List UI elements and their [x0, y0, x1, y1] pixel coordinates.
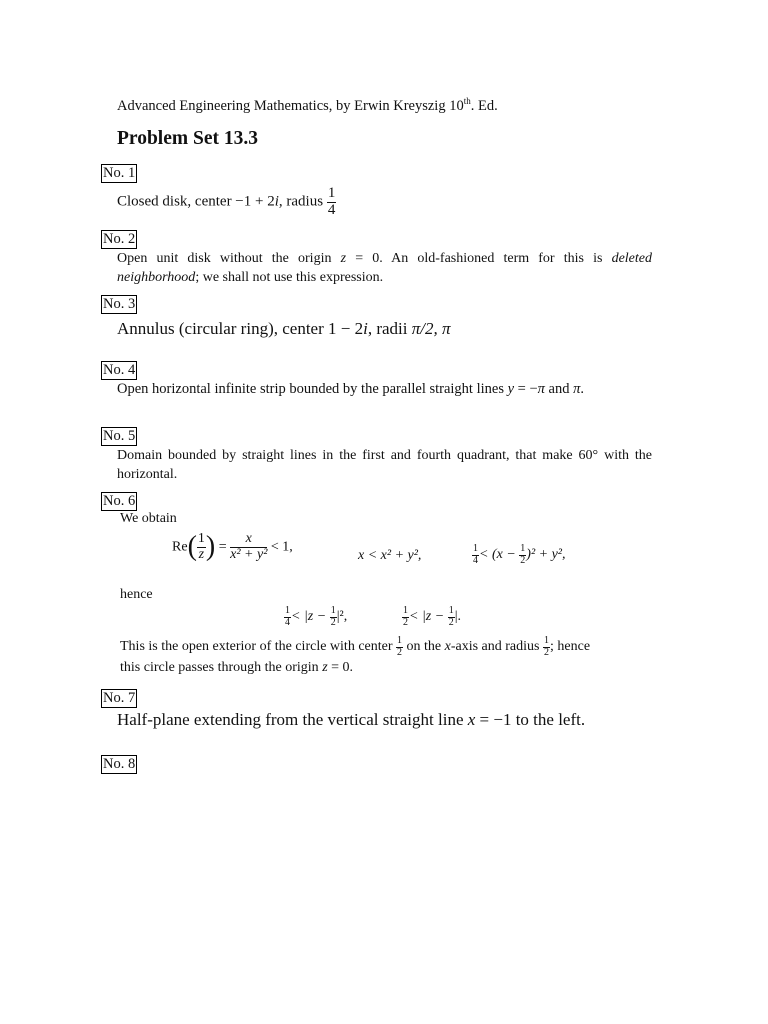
document-header [117, 98, 498, 115]
answer-6-conclusion: This is the open exterior of the circle with center $\frac{1}{2}$ on the x-axis and radius $\frac{1}{2}$ ; hence this circle passes through the origin z = 0. [120, 635, 591, 675]
answer-4: Open horizontal infinite strip bounded by the parallel straight lines y = −π and π. [117, 381, 584, 397]
answer-6-hence: hence [120, 587, 153, 602]
problem-label-2: No. 2 [103, 231, 136, 247]
problem-label-1: No. 1 [103, 165, 136, 181]
equation-result-1: $\frac{1}{4}$ < |z − $\frac{1}{2}$ |², [285, 605, 348, 628]
problem-label-6: No. 6 [103, 493, 136, 509]
equation-result-2: $\frac{1}{2}$ < |z − $\frac{1}{2}$ |. [403, 605, 462, 628]
problem-label-3: No. 3 [103, 296, 136, 312]
fraction-x-over-sum: $\frac{x}{\text{x² + y²}}$ [230, 531, 268, 562]
answer-3: Annulus (circular ring), center 1 − 2i, radii π/2, π [117, 319, 451, 338]
answer-5: Domain bounded by straight lines in the first and fourth quadrant, that make 60° with the horizontal. [117, 448, 652, 482]
answer-6-intro: We obtain [120, 511, 177, 526]
equation-inequality-2: x < x² + y², [358, 548, 422, 563]
equation-inequality-3: $\frac{1}{4}$ < (x − $\frac{1}{2}$ )² + y², [473, 543, 566, 566]
equation-real-part: Re( $\frac{1}{z}$ ) = $\frac{x}{\text{x² + y²}}$ < 1, [172, 531, 293, 563]
header-superscript: th [463, 96, 471, 107]
header-text: Advanced Engineering Mathematics, by Erwin Kreyszig 10 [117, 98, 464, 114]
fraction-one-quarter: $\frac{1}{4}$ [327, 185, 336, 218]
answer-7: Half-plane extending from the vertical straight line x = −1 to the left. [117, 710, 586, 729]
problem-label-5: No. 5 [103, 428, 136, 444]
problem-label-8: No. 8 [103, 756, 136, 772]
header-text-end: . Ed. [470, 98, 498, 114]
page-title: Problem Set 13.3 [117, 128, 258, 149]
answer-2: Open unit disk without the origin z = 0. An old-fashioned term for this is deleted neighborhood; we shall not use this expression. [117, 251, 652, 285]
answer-1: Closed disk, center −1 + 2i, radius $\frac{1}{4}$ [117, 185, 336, 218]
problem-label-4: No. 4 [103, 362, 136, 378]
problem-label-7: No. 7 [103, 690, 136, 706]
fraction-one-over-z: $\frac{1}{z}$ [197, 531, 205, 562]
